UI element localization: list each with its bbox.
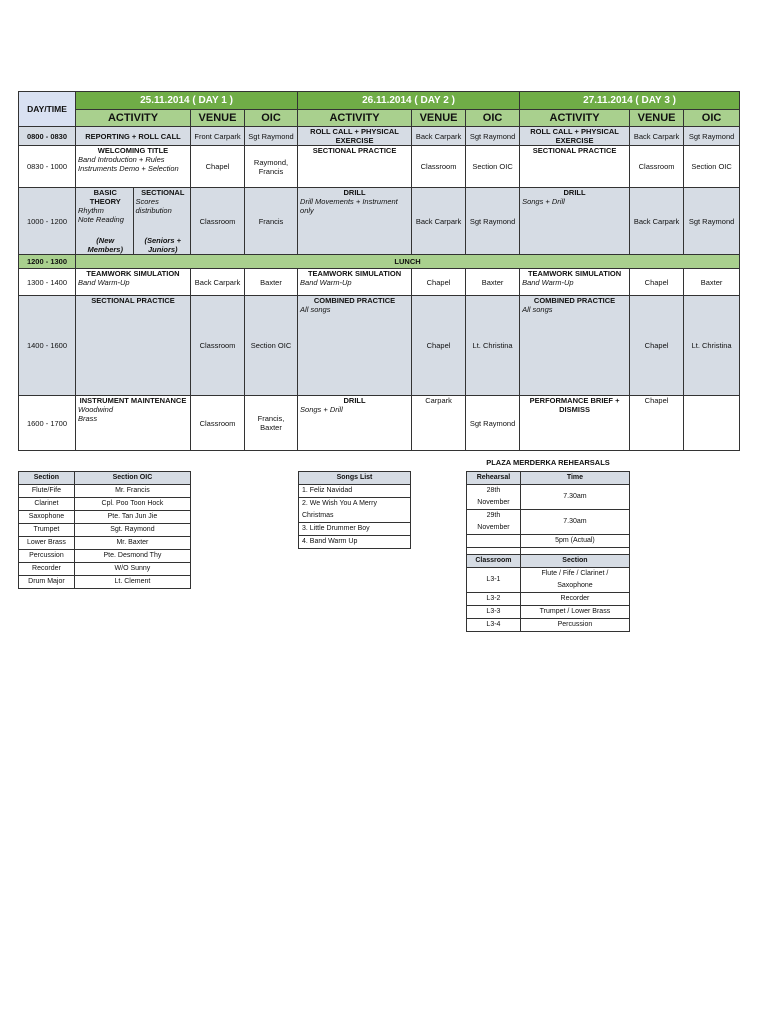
activity-cell: PERFORMANCE BRIEF + DISMISS — [520, 396, 630, 451]
oic-cell: Sgt Raymond — [245, 127, 298, 146]
section-cell: Flute / Fife / Clarinet / Saxophone — [520, 568, 629, 593]
time-cell: 1200 - 1300 — [19, 255, 76, 269]
activity-detail: Scores distribution — [135, 197, 172, 215]
lunch-label: LUNCH — [76, 255, 740, 269]
section-cell: Percussion — [520, 619, 629, 632]
oic-name-cell: Lt. Clement — [74, 576, 190, 589]
song-cell: 1. Feliz Navidad — [299, 485, 411, 498]
activity-title: BASIC THEORY — [89, 188, 121, 206]
activity-detail: Brass — [78, 414, 98, 423]
songs-header — [299, 472, 411, 485]
table-row — [19, 188, 740, 255]
table-row — [467, 535, 630, 548]
activity-detail: Band Warm-Up — [300, 278, 352, 287]
activity-title: SECTIONAL — [141, 188, 185, 197]
table-row — [19, 498, 191, 511]
venue-cell: Back Carpark — [412, 127, 466, 146]
oic-cell: Section OIC — [684, 146, 740, 188]
activity-detail: All songs — [522, 305, 553, 314]
table-row — [467, 606, 630, 619]
col-oic: OIC — [684, 110, 740, 127]
activity-detail: Note Reading — [78, 215, 124, 224]
oic-name-cell: Cpl. Poo Toon Hock — [74, 498, 190, 511]
oic-name-cell: W/O Sunny — [74, 563, 190, 576]
venue-cell: Front Carpark — [191, 127, 245, 146]
activity-title: INSTRUMENT MAINTENANCE — [79, 396, 187, 405]
header-cell: Rehearsal — [467, 472, 521, 485]
list-item — [299, 498, 411, 523]
song-cell: 2. We Wish You A Merry Christmas — [299, 498, 411, 523]
activity-title: TEAMWORK SIMULATION — [527, 269, 622, 278]
activity-detail: Rhythm — [78, 206, 104, 215]
venue-cell: Back Carpark — [191, 269, 245, 296]
time-cell: 1300 - 1400 — [19, 269, 76, 296]
list-item — [299, 536, 411, 549]
schedule-table — [18, 91, 740, 451]
table-row — [467, 568, 630, 593]
venue-cell: Carpark — [412, 396, 466, 451]
song-cell: 4. Band Warm Up — [299, 536, 411, 549]
table-row — [467, 619, 630, 632]
activity-split — [76, 188, 190, 254]
header-cell: Songs List — [299, 472, 411, 485]
activity-detail: (Seniors + Juniors) — [144, 236, 181, 254]
venue-cell: Classroom — [412, 146, 466, 188]
oic-cell: Baxter — [245, 269, 298, 296]
oic-cell: Section OIC — [245, 296, 298, 396]
day-header-row — [19, 92, 740, 110]
rehearsal-cell — [467, 535, 521, 548]
table-row — [19, 550, 191, 563]
section-oic-table — [18, 471, 191, 589]
col-venue: VENUE — [630, 110, 684, 127]
venue-cell: Back Carpark — [630, 188, 684, 255]
header-cell: Time — [520, 472, 629, 485]
header-cell: Section OIC — [74, 472, 190, 485]
venue-cell: Classroom — [191, 188, 245, 255]
activity-detail: Band Introduction + Rules — [78, 155, 165, 164]
activity-cell — [298, 188, 412, 255]
header-cell: Section — [520, 555, 629, 568]
activity-detail: Instruments Demo + Selection — [78, 164, 179, 173]
oic-cell: Sgt Raymond — [466, 188, 520, 255]
classrooms-table — [466, 554, 630, 632]
oic-cell — [684, 396, 740, 451]
activity-cell — [76, 396, 191, 451]
table-row — [19, 396, 740, 451]
section-cell: Saxophone — [19, 511, 75, 524]
activity-title: TEAMWORK SIMULATION — [86, 269, 180, 278]
col-oic: OIC — [245, 110, 298, 127]
venue-cell: Chapel — [630, 396, 684, 451]
table-row — [19, 127, 740, 146]
section-cell: Trumpet / Lower Brass — [520, 606, 629, 619]
oic-cell: Baxter — [466, 269, 520, 296]
header-cell: Classroom — [467, 555, 521, 568]
activity-cell: SECTIONAL PRACTICE — [520, 146, 630, 188]
section-cell: Drum Major — [19, 576, 75, 589]
oic-cell: Lt. Christina — [466, 296, 520, 396]
classroom-cell: L3-1 — [467, 568, 521, 593]
oic-cell: Sgt Raymond — [684, 188, 740, 255]
table-row — [19, 537, 191, 550]
time-cell: 1600 - 1700 — [19, 396, 76, 451]
activity-detail: All songs — [300, 305, 331, 314]
section-cell: Recorder — [19, 563, 75, 576]
activity-cell: SECTIONAL PRACTICE — [298, 146, 412, 188]
col-activity: ACTIVITY — [520, 110, 630, 127]
plaza-header — [467, 472, 630, 485]
activity-title: DRILL — [563, 188, 586, 197]
oic-name-cell: Pte. Desmond Thy — [74, 550, 190, 563]
activity-cell: REPORTING + ROLL CALL — [76, 127, 191, 146]
day-time-header: DAY/TIME — [19, 92, 76, 127]
activity-cell: SECTIONAL PRACTICE — [76, 296, 191, 396]
venue-cell: Chapel — [412, 269, 466, 296]
list-item — [299, 523, 411, 536]
oic-cell: Francis — [245, 188, 298, 255]
activity-detail: Woodwind — [78, 405, 114, 414]
time-cell: 5pm (Actual) — [520, 535, 629, 548]
table-row — [19, 524, 191, 537]
lunch-row — [19, 255, 740, 269]
section-cell: Percussion — [19, 550, 75, 563]
section-cell: Trumpet — [19, 524, 75, 537]
activity-title: COMBINED PRACTICE — [533, 296, 616, 305]
oic-cell: Francis, Baxter — [245, 396, 298, 451]
oic-cell: Sgt Raymond — [466, 396, 520, 451]
activity-cell — [298, 396, 412, 451]
basic-theory-block — [76, 188, 133, 254]
activity-title: WELCOMING TITLE — [97, 146, 169, 155]
activity-cell — [76, 146, 191, 188]
activity-cell — [520, 269, 630, 296]
oic-name-cell: Sgt. Raymond — [74, 524, 190, 537]
time-cell: 7.30am — [520, 485, 629, 510]
col-venue: VENUE — [412, 110, 466, 127]
column-header-row — [19, 110, 740, 127]
activity-detail: Band Warm-Up — [78, 278, 130, 287]
activity-cell — [76, 188, 191, 255]
section-cell: Clarinet — [19, 498, 75, 511]
table-row — [467, 485, 630, 510]
table-row — [19, 511, 191, 524]
rehearsal-cell: 28th November — [467, 485, 521, 510]
sectional-block — [133, 188, 191, 254]
table-row — [467, 510, 630, 535]
time-cell: 7.30am — [520, 510, 629, 535]
section-cell: Lower Brass — [19, 537, 75, 550]
venue-cell: Back Carpark — [412, 188, 466, 255]
section-cell: Recorder — [520, 593, 629, 606]
rehearsal-cell: 29th November — [467, 510, 521, 535]
venue-cell: Classroom — [630, 146, 684, 188]
venue-cell: Classroom — [191, 296, 245, 396]
activity-detail: Drill Movements + Instrument only — [300, 197, 398, 215]
oic-name-cell: Mr. Baxter — [74, 537, 190, 550]
section-cell: Flute/Fife — [19, 485, 75, 498]
oic-cell: Baxter — [684, 269, 740, 296]
col-venue: VENUE — [191, 110, 245, 127]
venue-cell: Back Carpark — [630, 127, 684, 146]
venue-cell: Chapel — [630, 269, 684, 296]
venue-cell: Classroom — [191, 396, 245, 451]
oic-cell: Lt. Christina — [684, 296, 740, 396]
oic-name-cell: Mr. Francis — [74, 485, 190, 498]
col-oic: OIC — [466, 110, 520, 127]
songs-list-table — [298, 471, 411, 549]
table-row — [19, 296, 740, 396]
plaza-rehearsals-table — [466, 471, 630, 561]
activity-title: DRILL — [343, 188, 366, 197]
header-cell: Section — [19, 472, 75, 485]
activity-title: COMBINED PRACTICE — [313, 296, 396, 305]
day2-header: 26.11.2014 ( DAY 2 ) — [298, 92, 520, 110]
list-item — [299, 485, 411, 498]
venue-cell: Chapel — [412, 296, 466, 396]
activity-detail: Band Warm-Up — [522, 278, 574, 287]
activity-detail: Songs + Drill — [522, 197, 565, 206]
table-row — [19, 485, 191, 498]
time-cell: 0830 - 1000 — [19, 146, 76, 188]
venue-cell: Chapel — [191, 146, 245, 188]
plaza-rehearsals-title: PLAZA MERDERKA REHEARSALS — [486, 458, 610, 467]
oic-cell: Raymond, Francis — [245, 146, 298, 188]
table-row — [467, 593, 630, 606]
day3-header: 27.11.2014 ( DAY 3 ) — [520, 92, 740, 110]
time-cell: 0800 - 0830 — [19, 127, 76, 146]
activity-detail: (New Members) — [87, 236, 123, 254]
activity-cell — [520, 188, 630, 255]
classroom-cell: L3-4 — [467, 619, 521, 632]
col-activity: ACTIVITY — [76, 110, 191, 127]
activity-cell: ROLL CALL + PHYSICAL EXERCISE — [520, 127, 630, 146]
day1-header: 25.11.2014 ( DAY 1 ) — [76, 92, 298, 110]
section-oic-header — [19, 472, 191, 485]
activity-cell — [298, 269, 412, 296]
venue-cell: Chapel — [630, 296, 684, 396]
activity-cell: ROLL CALL + PHYSICAL EXERCISE — [298, 127, 412, 146]
table-row — [19, 563, 191, 576]
oic-cell: Sgt Raymond — [466, 127, 520, 146]
activity-title: DRILL — [343, 396, 366, 405]
oic-name-cell: Pte. Tan Jun Jie — [74, 511, 190, 524]
activity-cell — [298, 296, 412, 396]
col-activity: ACTIVITY — [298, 110, 412, 127]
oic-cell: Section OIC — [466, 146, 520, 188]
time-cell: 1400 - 1600 — [19, 296, 76, 396]
classroom-cell: L3-3 — [467, 606, 521, 619]
table-row — [19, 576, 191, 589]
time-cell: 1000 - 1200 — [19, 188, 76, 255]
activity-detail: Songs + Drill — [300, 405, 343, 414]
oic-cell: Sgt Raymond — [684, 127, 740, 146]
classrooms-header — [467, 555, 630, 568]
activity-cell — [76, 269, 191, 296]
table-row — [19, 146, 740, 188]
classroom-cell: L3-2 — [467, 593, 521, 606]
activity-title: TEAMWORK SIMULATION — [307, 269, 402, 278]
activity-cell — [520, 296, 630, 396]
table-row — [19, 269, 740, 296]
song-cell: 3. Little Drummer Boy — [299, 523, 411, 536]
